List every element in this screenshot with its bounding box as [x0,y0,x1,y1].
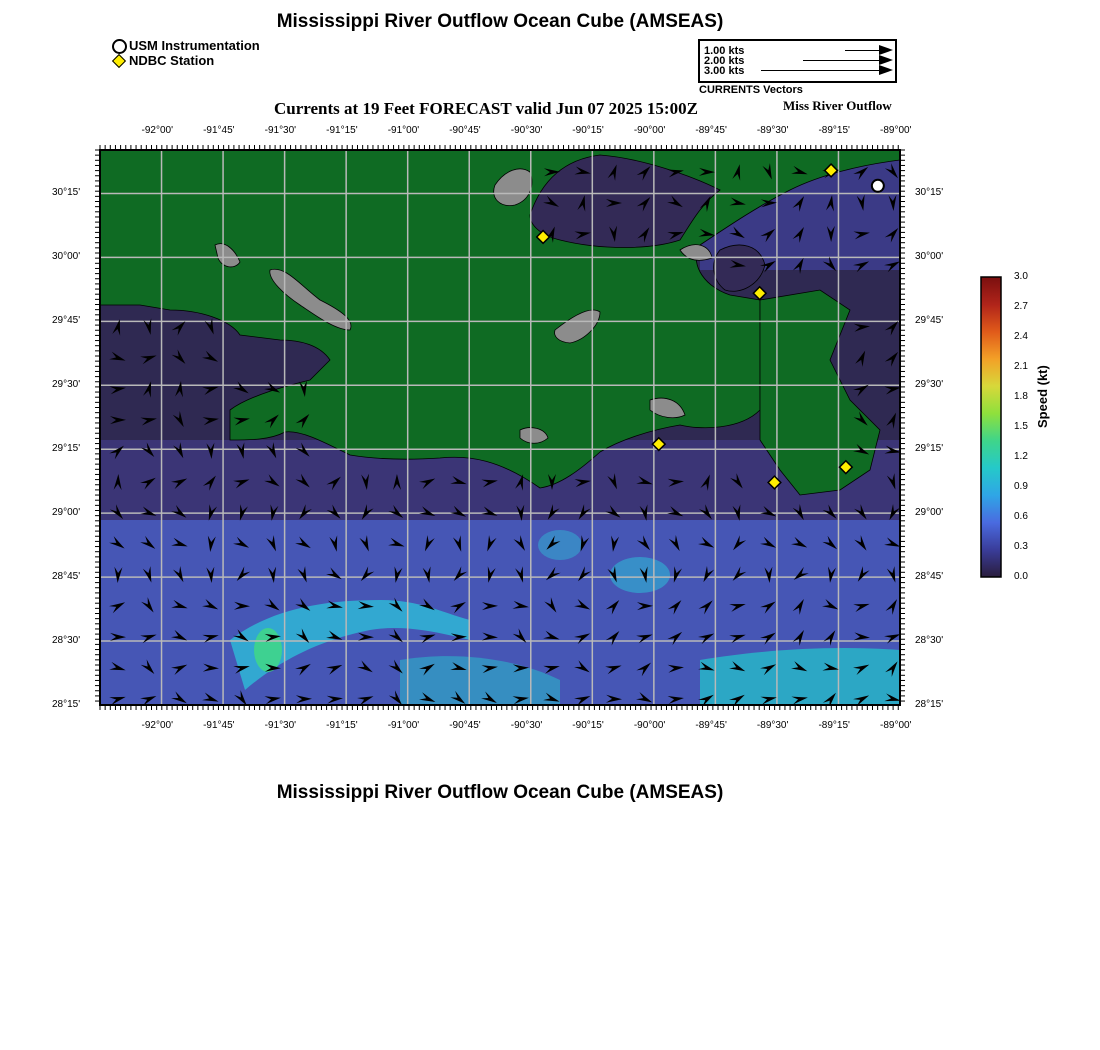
lat-tick-label: 29°45' [915,315,944,327]
scale-arrow-1 [845,50,881,51]
lon-tick-label: -89°45' [695,720,727,731]
lon-tick-label: -92°00' [141,125,174,136]
lon-tick-label: -91°45' [203,125,235,136]
lon-tick-label: -91°00' [387,720,420,731]
bottom-title: Mississippi River Outflow Ocean Cube (AMSEAS) [276,782,724,803]
lat-tick-label: 29°15' [52,443,81,455]
colorbar-tick-label: 0.0 [1014,571,1028,582]
map-subtitle: Currents at 19 Feet FORECAST valid Jun 07 2025 15:00Z [274,99,698,118]
lat-tick-label: 28°15' [915,699,944,710]
legend-item-usm [112,38,260,53]
lat-tick-label: 28°30' [52,635,81,647]
scale-arrow-2 [803,60,881,61]
lon-tick-label: -89°00' [880,125,912,136]
lon-tick-label: -90°15' [572,125,604,136]
current-jet-east [700,648,900,705]
lat-tick-label: 28°15' [52,699,81,710]
lat-tick-label: 29°30' [915,379,944,391]
lon-tick-label: -91°15' [326,720,358,731]
colorbar-tick-label: 2.1 [1014,361,1028,372]
lon-tick-label: -89°00' [880,720,912,731]
lon-tick-label: -91°00' [387,125,420,136]
legend-label: USM Instrumentation [129,38,260,53]
colorbar-tick-label: 3.0 [1014,271,1028,282]
lat-tick-label: 30°15' [915,187,944,199]
scale-label-3: 3.00 kts [704,65,745,77]
lon-tick-label: -89°30' [756,125,789,136]
lat-tick-label: 30°00' [915,251,944,263]
colorbar-tick-label: 1.2 [1014,451,1028,462]
lat-tick-label: 29°00' [915,507,944,519]
lon-tick-label: -92°00' [141,720,174,731]
lon-tick-label: -91°30' [264,125,297,136]
legend-item-ndbc [112,53,214,68]
lon-tick-label: -90°45' [449,720,481,731]
lon-tick-label: -89°15' [818,125,850,136]
scale-label-2: 2.00 kts [704,55,745,67]
lon-tick-label: -91°45' [203,720,235,731]
lon-tick-label: -89°15' [818,720,850,731]
lon-tick-label: -91°15' [326,125,358,136]
colorbar-tick-label: 0.6 [1014,511,1028,522]
scale-arrow-3 [761,70,881,71]
region-label: Miss River Outflow [783,98,892,113]
colorbar-tick-label: 1.8 [1014,391,1028,402]
lat-tick-label: 29°00' [52,507,81,519]
current-bulge-2 [538,530,582,560]
colorbar-tick-label: 2.4 [1014,331,1028,342]
lat-tick-label: 30°00' [52,251,81,263]
scale-label-1: 1.00 kts [704,45,745,57]
lon-tick-label: -91°30' [264,720,297,731]
lat-tick-label: 28°45' [915,571,944,583]
lat-tick-label: 30°15' [52,187,81,199]
colorbar [980,276,1004,580]
lon-tick-label: -89°30' [756,720,789,731]
lat-tick-label: 28°45' [52,571,81,583]
scale-arrowhead-1 [879,45,893,55]
scale-arrowhead-3 [879,65,893,75]
vector-scale-legend [698,39,897,83]
page-title: Mississippi River Outflow Ocean Cube (AMSEAS) [276,11,724,32]
lon-tick-label: -90°45' [449,125,481,136]
white-circle-icon [112,39,126,53]
legend-label: NDBC Station [129,53,215,68]
colorbar-fill [981,277,1001,577]
colorbar-label: Speed (kt) [1035,365,1050,428]
current-bulge [610,557,670,593]
scale-arrowhead-2 [879,55,893,65]
lon-tick-label: -90°15' [572,720,604,731]
lat-tick-label: 29°45' [52,315,81,327]
lon-tick-label: -89°45' [695,125,727,136]
usm-instrument-marker[interactable] [872,180,884,192]
lat-tick-label: 29°15' [915,443,944,455]
lon-tick-label: -90°00' [633,125,666,136]
lon-tick-label: -90°00' [633,720,666,731]
vector-scale-caption: CURRENTS Vectors [699,84,803,96]
colorbar-tick-label: 0.9 [1014,481,1028,492]
lat-tick-label: 28°30' [915,635,944,647]
colorbar-tick-label: 0.3 [1014,541,1028,552]
lat-tick-label: 29°30' [52,379,81,391]
lon-tick-label: -90°30' [510,720,543,731]
yellow-diamond-icon [112,54,126,68]
colorbar-tick-label: 2.7 [1014,301,1028,312]
lon-tick-label: -90°30' [510,125,543,136]
colorbar-tick-label: 1.5 [1014,421,1028,432]
